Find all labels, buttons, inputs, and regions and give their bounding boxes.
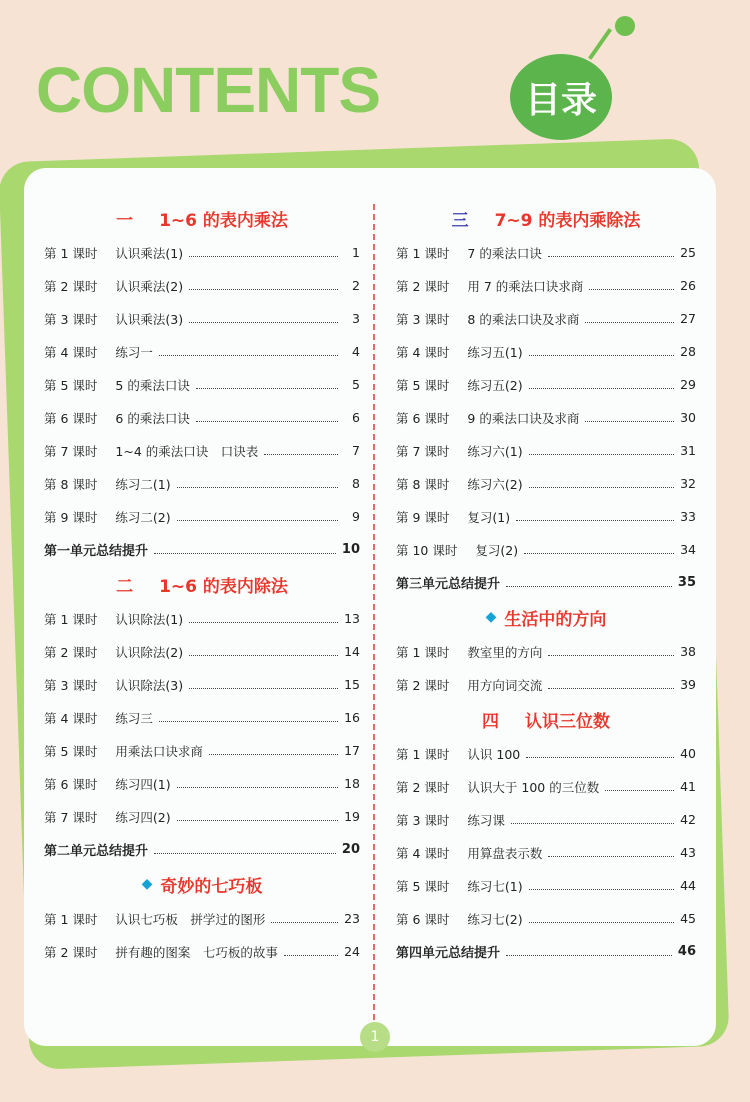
lesson-label: 第 5 课时 <box>44 377 98 393</box>
toc-item[interactable] <box>44 602 360 635</box>
leader-dots <box>189 655 338 656</box>
page-ref: 8 <box>352 476 360 491</box>
toc-item[interactable] <box>396 500 696 533</box>
lesson-label: 第 2 课时 <box>44 278 98 294</box>
page-ref: 4 <box>352 344 360 359</box>
lesson-label: 第 1 课时 <box>44 911 98 927</box>
toc-item[interactable] <box>396 533 696 566</box>
toc-item[interactable] <box>396 836 696 869</box>
lesson-label: 第 2 课时 <box>396 677 450 693</box>
page-ref: 19 <box>344 809 360 824</box>
lesson-title: 7 的乘法口诀 <box>467 245 542 261</box>
lesson-label: 第 1 课时 <box>396 644 450 660</box>
leader-dots <box>529 889 674 890</box>
page-ref: 28 <box>680 344 696 359</box>
summary-title: 第四单元总结提升 <box>396 946 501 961</box>
lesson-title: 认识除法(2) <box>115 644 184 660</box>
toc-right-column <box>396 200 696 968</box>
topic-heading <box>44 866 360 902</box>
toc-item[interactable] <box>44 401 360 434</box>
leader-dots <box>585 322 674 323</box>
lesson-label: 第 5 课时 <box>396 377 450 393</box>
page-ref: 9 <box>352 509 360 524</box>
lesson-label: 第 9 课时 <box>396 509 450 525</box>
diamond-icon: ◆ <box>485 609 497 625</box>
leader-dots <box>529 922 674 923</box>
lesson-title: 练习课 <box>467 812 505 828</box>
toc-item[interactable] <box>396 668 696 701</box>
lesson-label: 第 4 课时 <box>44 344 98 360</box>
lesson-label: 第 4 课时 <box>44 710 98 726</box>
page-ref: 32 <box>680 476 696 491</box>
lesson-title: 1~4 的乘法口诀 口诀表 <box>115 443 259 459</box>
lesson-label: 第 7 课时 <box>396 443 450 459</box>
unit-title: 1~6 的表内乘法 <box>159 210 288 231</box>
badge-stem <box>588 28 612 60</box>
toc-item[interactable] <box>44 734 360 767</box>
leader-dots <box>196 388 338 389</box>
lesson-title: 练习七(1) <box>467 878 523 894</box>
page-ref: 46 <box>677 944 696 959</box>
leader-dots <box>506 955 672 956</box>
leader-dots <box>529 487 674 488</box>
leader-dots <box>605 790 674 791</box>
lesson-title: 认识乘法(1) <box>115 245 184 261</box>
lesson-label: 第 6 课时 <box>396 410 450 426</box>
page-ref: 31 <box>680 443 696 458</box>
lesson-title: 练习五(1) <box>467 344 523 360</box>
leader-dots <box>548 856 674 857</box>
toc-item[interactable] <box>396 434 696 467</box>
unit-heading <box>396 200 696 236</box>
page-ref: 6 <box>352 410 360 425</box>
lesson-label: 第 2 课时 <box>44 944 98 960</box>
toc-item[interactable] <box>44 236 360 269</box>
lesson-label: 第 2 课时 <box>396 278 450 294</box>
lesson-label: 第 7 课时 <box>44 809 98 825</box>
lesson-label: 第 5 课时 <box>44 743 98 759</box>
lesson-title: 用乘法口诀求商 <box>115 743 203 759</box>
unit-number: 一 <box>116 210 134 231</box>
lesson-label: 第 9 课时 <box>44 509 98 525</box>
lesson-title: 练习六(1) <box>467 443 523 459</box>
toc-summary-row[interactable] <box>396 566 696 599</box>
page-ref: 40 <box>680 746 696 761</box>
toc-left-column <box>44 200 360 968</box>
lesson-title: 认识除法(1) <box>115 611 184 627</box>
page-ref: 10 <box>341 542 360 557</box>
leader-dots <box>284 955 338 956</box>
page-ref: 1 <box>352 245 360 260</box>
page-ref: 16 <box>344 710 360 725</box>
summary-title: 第三单元总结提升 <box>396 577 501 592</box>
lesson-title: 练习四(2) <box>115 809 171 825</box>
lesson-label: 第 8 课时 <box>44 476 98 492</box>
lesson-title: 认识除法(3) <box>115 677 184 693</box>
column-divider <box>373 204 375 1030</box>
page-ref: 38 <box>680 644 696 659</box>
toc-item[interactable] <box>396 635 696 668</box>
lesson-label: 第 4 课时 <box>396 845 450 861</box>
lesson-title: 用 7 的乘法口诀求商 <box>467 278 584 294</box>
toc-item[interactable] <box>44 935 360 968</box>
lesson-label: 第 2 课时 <box>44 644 98 660</box>
toc-item[interactable] <box>396 467 696 500</box>
unit-title: 7~9 的表内乘除法 <box>494 210 641 231</box>
page-ref: 43 <box>680 845 696 860</box>
leader-dots <box>196 421 338 422</box>
leader-dots <box>159 355 338 356</box>
lesson-label: 第 3 课时 <box>396 812 450 828</box>
leader-dots <box>516 520 674 521</box>
lesson-label: 第 1 课时 <box>44 611 98 627</box>
toc-summary-row[interactable] <box>44 833 360 866</box>
toc-item[interactable] <box>396 869 696 902</box>
leader-dots <box>177 487 338 488</box>
lesson-label: 第 6 课时 <box>44 776 98 792</box>
leader-dots <box>529 355 674 356</box>
page-ref: 24 <box>344 944 360 959</box>
toc-item[interactable] <box>44 635 360 668</box>
unit-heading <box>396 701 696 737</box>
toc-item[interactable] <box>44 500 360 533</box>
toc-item[interactable] <box>396 770 696 803</box>
leader-dots <box>548 256 674 257</box>
lesson-label: 第 4 课时 <box>396 344 450 360</box>
toc-item[interactable] <box>396 302 696 335</box>
page-ref: 20 <box>341 842 360 857</box>
toc-item[interactable] <box>396 335 696 368</box>
toc-item[interactable] <box>396 737 696 770</box>
page-ref: 33 <box>680 509 696 524</box>
page-ref: 34 <box>680 542 696 557</box>
leader-dots <box>189 322 338 323</box>
leader-dots <box>177 820 338 821</box>
leader-dots <box>526 757 674 758</box>
leader-dots <box>154 853 336 854</box>
toc-item[interactable] <box>44 800 360 833</box>
page-ref: 39 <box>680 677 696 692</box>
lesson-title: 练习一 <box>115 344 153 360</box>
page-number: 1 <box>360 1022 390 1052</box>
lesson-label: 第 1 课时 <box>396 245 450 261</box>
lesson-title: 6 的乘法口诀 <box>115 410 190 426</box>
toc-item[interactable] <box>396 902 696 935</box>
mulu-badge: 目录 <box>510 54 612 140</box>
toc-item[interactable] <box>396 803 696 836</box>
lesson-label: 第 1 课时 <box>396 746 450 762</box>
leader-dots <box>209 754 338 755</box>
diamond-icon: ◆ <box>141 876 153 892</box>
toc-item[interactable] <box>44 302 360 335</box>
page-ref: 44 <box>680 878 696 893</box>
lesson-title: 认识 100 <box>467 746 521 762</box>
page-ref: 7 <box>352 443 360 458</box>
lesson-title: 练习五(2) <box>467 377 523 393</box>
page-ref: 18 <box>344 776 360 791</box>
toc-item[interactable] <box>44 668 360 701</box>
lesson-title: 认识乘法(3) <box>115 311 184 327</box>
page-ref: 3 <box>352 311 360 326</box>
leader-dots <box>189 256 338 257</box>
page-ref: 15 <box>344 677 360 692</box>
lesson-label: 第 6 课时 <box>396 911 450 927</box>
leader-dots <box>271 922 338 923</box>
lesson-title: 练习三 <box>115 710 153 726</box>
leader-dots <box>548 655 674 656</box>
toc-item[interactable] <box>44 269 360 302</box>
toc-item[interactable] <box>44 902 360 935</box>
topic-heading <box>396 599 696 635</box>
unit-number: 二 <box>116 576 134 597</box>
lesson-label: 第 3 课时 <box>44 311 98 327</box>
leader-dots <box>264 454 338 455</box>
lesson-title: 用方向词交流 <box>467 677 543 693</box>
unit-number: 三 <box>451 210 469 231</box>
lesson-label: 第 3 课时 <box>44 677 98 693</box>
lesson-label: 第 2 课时 <box>396 779 450 795</box>
lesson-title: 认识乘法(2) <box>115 278 184 294</box>
page-ref: 29 <box>680 377 696 392</box>
page-ref: 25 <box>680 245 696 260</box>
page-ref: 2 <box>352 278 360 293</box>
lesson-label: 第 3 课时 <box>396 311 450 327</box>
page-ref: 45 <box>680 911 696 926</box>
toc-item[interactable] <box>396 368 696 401</box>
leader-dots <box>511 823 674 824</box>
lesson-title: 练习二(1) <box>115 476 171 492</box>
lesson-title: 认识七巧板 拼学过的图形 <box>115 911 266 927</box>
leader-dots <box>585 421 674 422</box>
unit-number: 四 <box>482 711 499 732</box>
topic-title: 奇妙的七巧板 <box>160 876 263 897</box>
toc-item[interactable] <box>396 269 696 302</box>
unit-title: 1~6 的表内除法 <box>159 576 288 597</box>
summary-title: 第二单元总结提升 <box>44 844 149 859</box>
unit-heading <box>44 566 360 602</box>
leader-dots <box>589 289 674 290</box>
lesson-title: 用算盘表示数 <box>467 845 543 861</box>
page-ref: 27 <box>680 311 696 326</box>
lesson-label: 第 10 课时 <box>396 542 458 558</box>
page-ref: 13 <box>344 611 360 626</box>
page-ref: 41 <box>680 779 696 794</box>
unit-heading <box>44 200 360 236</box>
leader-dots <box>506 586 672 587</box>
lesson-title: 5 的乘法口诀 <box>115 377 190 393</box>
lesson-title: 认识大于 100 的三位数 <box>467 779 600 795</box>
lesson-title: 教室里的方向 <box>467 644 543 660</box>
lesson-title: 练习六(2) <box>467 476 523 492</box>
page-ref: 42 <box>680 812 696 827</box>
toc-item[interactable] <box>396 401 696 434</box>
leader-dots <box>524 553 674 554</box>
toc-summary-row[interactable] <box>44 533 360 566</box>
page-ref: 14 <box>344 644 360 659</box>
lesson-title: 练习四(1) <box>115 776 171 792</box>
toc-item[interactable] <box>396 236 696 269</box>
lesson-title: 练习二(2) <box>115 509 171 525</box>
leader-dots <box>189 688 338 689</box>
lesson-title: 8 的乘法口诀及求商 <box>467 311 580 327</box>
page-ref: 17 <box>344 743 360 758</box>
badge-dot <box>615 16 635 36</box>
leader-dots <box>189 622 338 623</box>
leader-dots <box>189 289 338 290</box>
lesson-label: 第 6 课时 <box>44 410 98 426</box>
lesson-title: 复习(2) <box>475 542 519 558</box>
leader-dots <box>159 721 338 722</box>
toc-item[interactable] <box>44 368 360 401</box>
summary-title: 第一单元总结提升 <box>44 544 149 559</box>
lesson-title: 拼有趣的图案 七巧板的故事 <box>115 944 278 960</box>
leader-dots <box>529 388 674 389</box>
lesson-title: 复习(1) <box>467 509 511 525</box>
toc-item[interactable] <box>44 767 360 800</box>
page-ref: 35 <box>677 575 696 590</box>
leader-dots <box>548 688 674 689</box>
leader-dots <box>154 553 336 554</box>
toc-item[interactable] <box>44 335 360 368</box>
toc-summary-row[interactable] <box>396 935 696 968</box>
leader-dots <box>177 520 338 521</box>
page-ref: 5 <box>352 377 360 392</box>
lesson-title: 9 的乘法口诀及求商 <box>467 410 580 426</box>
lesson-label: 第 1 课时 <box>44 245 98 261</box>
topic-title: 生活中的方向 <box>504 609 607 630</box>
page-ref: 26 <box>680 278 696 293</box>
page-ref: 23 <box>344 911 360 926</box>
toc-item[interactable] <box>44 701 360 734</box>
lesson-label: 第 8 课时 <box>396 476 450 492</box>
contents-title: CONTENTS <box>36 54 380 126</box>
lesson-title: 练习七(2) <box>467 911 523 927</box>
leader-dots <box>529 454 674 455</box>
toc-item[interactable] <box>44 467 360 500</box>
unit-title: 认识三位数 <box>525 711 610 732</box>
lesson-label: 第 7 课时 <box>44 443 98 459</box>
toc-item[interactable] <box>44 434 360 467</box>
lesson-label: 第 5 课时 <box>396 878 450 894</box>
page-ref: 30 <box>680 410 696 425</box>
leader-dots <box>177 787 338 788</box>
